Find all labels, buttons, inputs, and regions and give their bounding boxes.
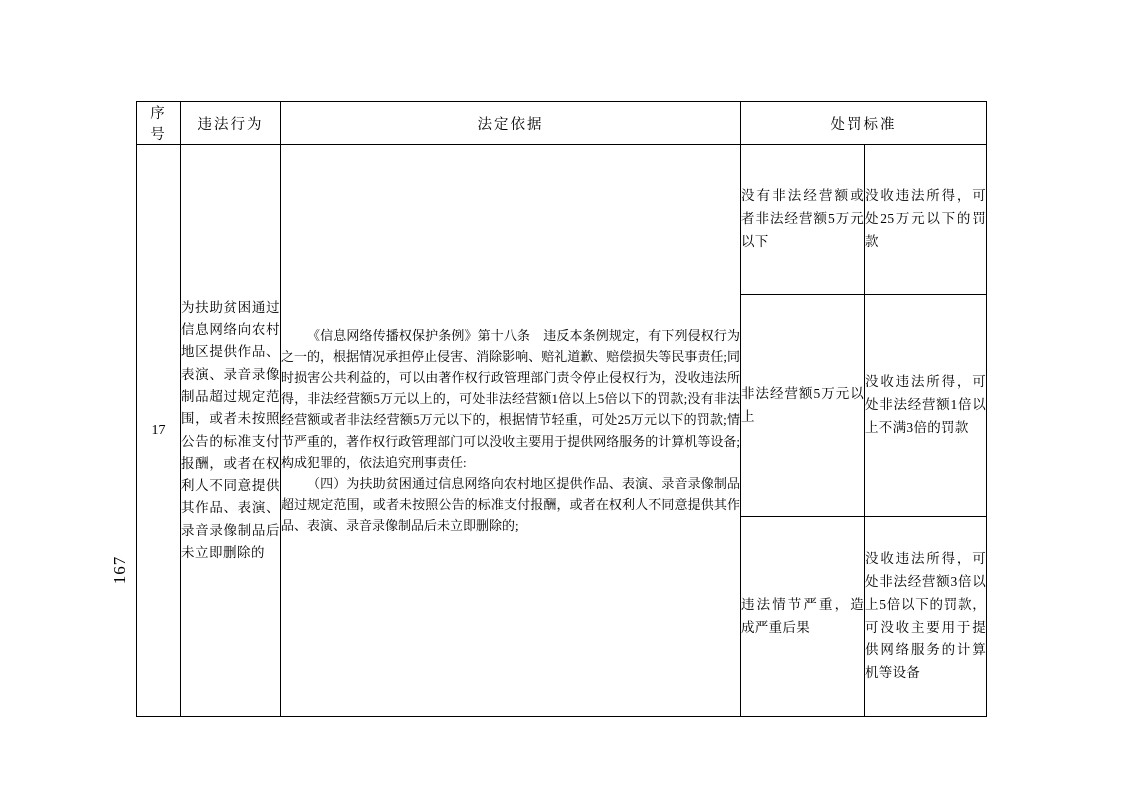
column-header-basis: 法定依据 (281, 102, 741, 145)
column-header-no: 序 号 (137, 102, 181, 145)
penalty-table (136, 101, 987, 717)
legal-basis-paragraph-1: 《信息网络传播权保护条例》第十八条 违反本条例规定，有下列侵权行为之一的，根据情况承担停止侵害、消除影响、赔礼道歉、赔偿损失等民事责任;同时损害公共利益的，可以由著作权行政管理部门责令停止侵权行为，没收违法所得，非法经营额5万元以上的，可处非法经营额1倍以上5倍以下的罚款;没有非法经营额或者非法经营额5万元以下的，根据情节轻重，可处25万元以下的罚款;情节严重的，著作权行政管理部门可以没收主要用于提供网络服务的计算机等设备;构成犯罪的，依法追究刑事责任: (281, 328, 740, 470)
table-body (137, 145, 987, 717)
legal-basis-paragraph-2: （四）为扶助贫困通过信息网络向农村地区提供作品、表演、录音录像制品超过规定范围，或者未按照公告的标准支付报酬，或者在权利人不同意提供其作品、表演、录音录像制品后未立即删除的; (281, 475, 740, 533)
penalty-condition-cell: 违法情节严重，造成严重后果 (741, 517, 865, 717)
penalty-amount-cell: 没收违法所得，可处非法经营额1倍以上不满3倍的罚款 (865, 295, 987, 517)
penalty-amount-cell: 没收违法所得，可处25万元以下的罚款 (865, 145, 987, 295)
violation-act-cell: 为扶助贫困通过信息网络向农村地区提供作品、表演、录音录像制品超过规定范围，或者未按照公告的标准支付报酬，或者在权利人不同意提供其作品、表演、录音录像制品后未立即删除的 (181, 145, 281, 717)
page-number: 167 (110, 555, 129, 585)
column-header-act: 违法行为 (181, 102, 281, 145)
penalty-amount-cell: 没收违法所得，可处非法经营额3倍以上5倍以下的罚款，可没收主要用于提供网络服务的计算机等设备 (865, 517, 987, 717)
legal-basis-cell (281, 145, 741, 717)
column-header-standard: 处罚标准 (741, 102, 987, 145)
penalty-condition-cell: 非法经营额5万元以上 (741, 295, 865, 517)
penalty-condition-cell: 没有非法经营额或者非法经营额5万元以下 (741, 145, 865, 295)
table-row (137, 145, 987, 295)
table-header-row (137, 102, 987, 145)
row-number-cell: 17 (137, 145, 181, 717)
table-header (137, 102, 987, 145)
